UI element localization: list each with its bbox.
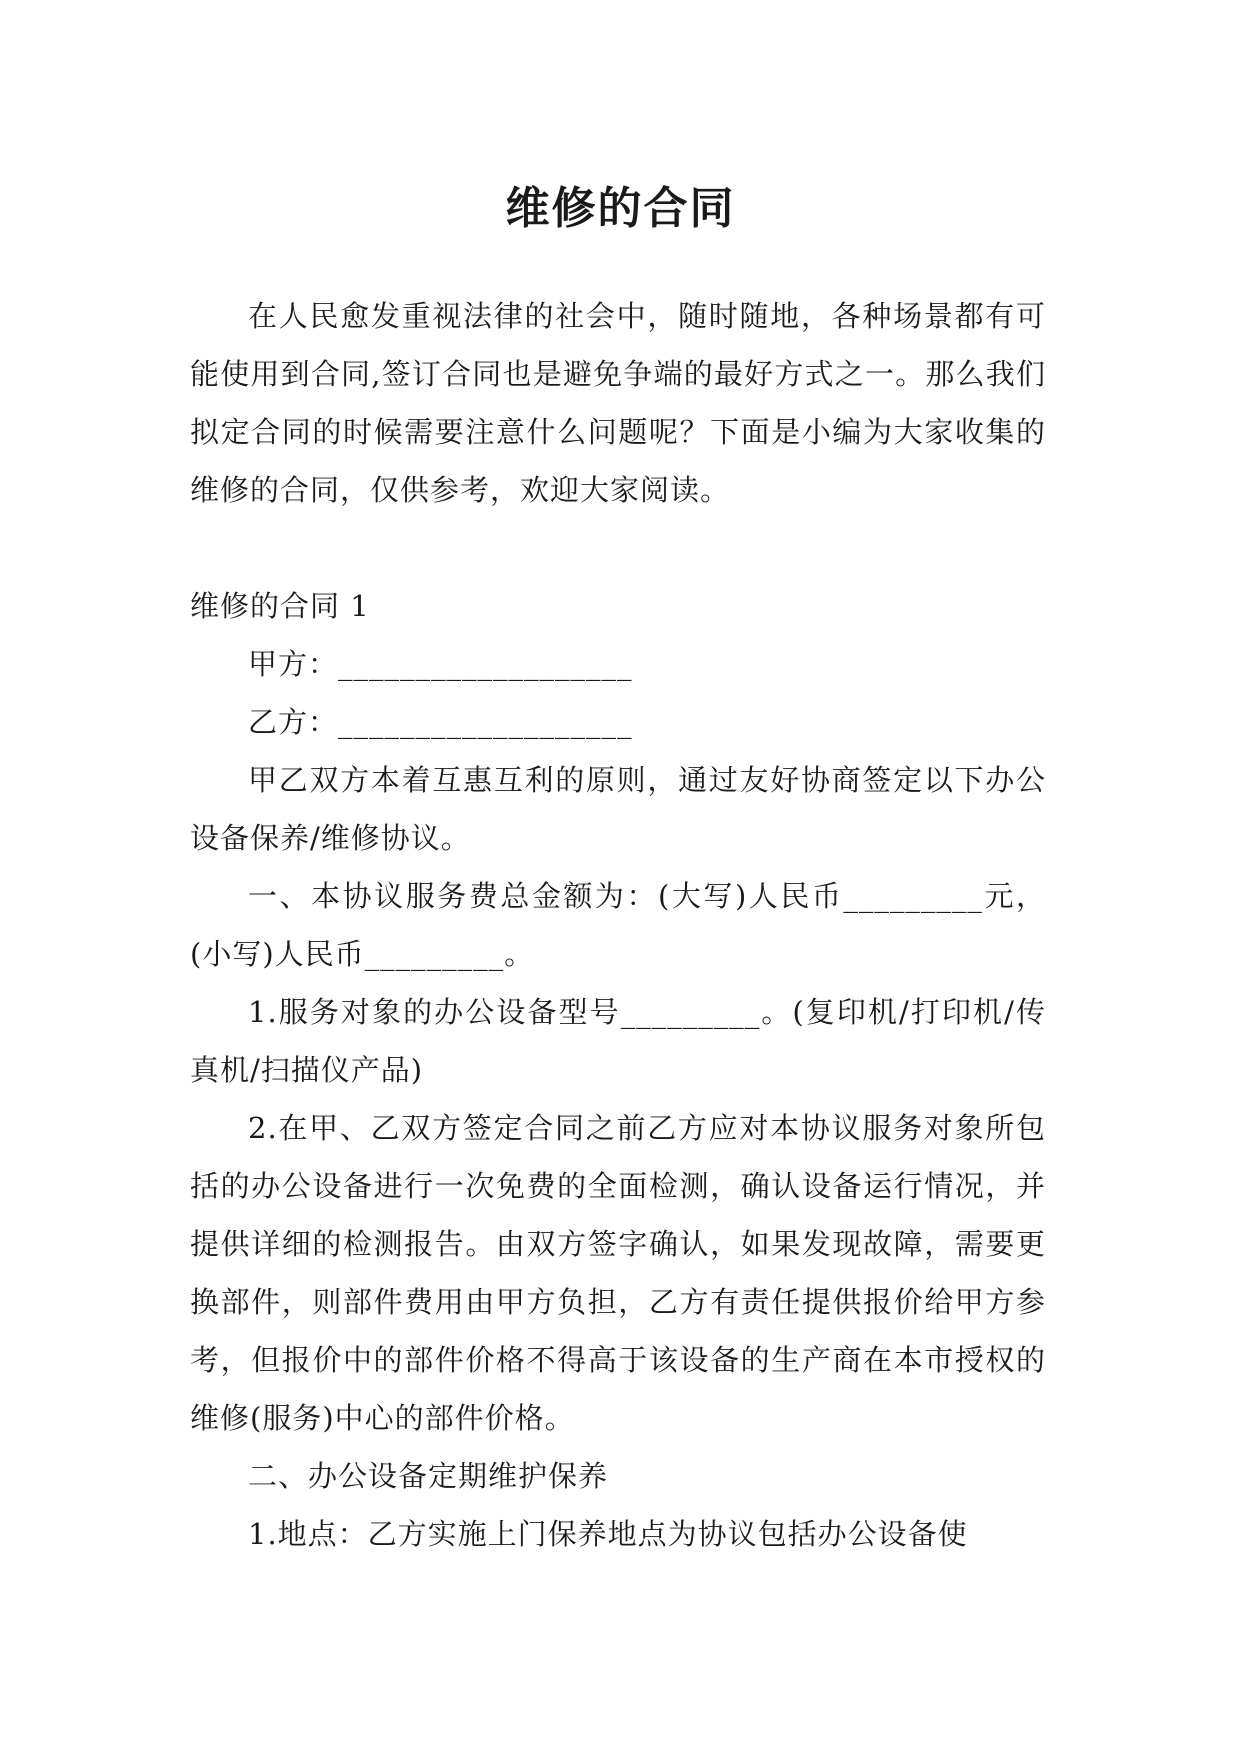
document-title: 维修的合同: [505, 183, 736, 235]
party-b-line: 乙方：___________________: [248, 705, 633, 739]
clause-1-item-2: 2.在甲、乙双方签定合同之前乙方应对本协议服务对象所包括的办公设备进行一次免费的全面检测，确认设备运行情况，并提供详细的检测报告。由双方签字确认，如果发现故障，需要更换部件，则部件费用由甲方负担，乙方有责任提供报价给甲方参考，但报价中的部件价格不得高于该设备的生产商在本市授权的维修(服务)中心的部件价格。: [190, 1111, 1046, 1435]
clause-2-heading: 二、办公设备定期维护保养: [248, 1459, 609, 1493]
party-a-line: 甲方：___________________: [248, 647, 633, 681]
contract-heading: 维修的合同 1: [190, 589, 370, 623]
agreement-preamble: 甲乙双方本着互惠互利的原则，通过友好协商签定以下办公设备保养/维修协议。: [190, 763, 1046, 855]
clause-1-fee: 一、本协议服务费总金额为：(大写)人民币_________元，(小写)人民币_________。: [190, 879, 1046, 971]
document-body: [190, 287, 1046, 1563]
clause-1-item-1: 1.服务对象的办公设备型号_________。(复印机/打印机/传真机/扫描仪产品): [190, 995, 1046, 1087]
clause-2-item-1: 1.地点：乙方实施上门保养地点为协议包括办公设备使: [248, 1517, 968, 1551]
intro-paragraph: 在人民愈发重视法律的社会中，随时随地，各种场景都有可能使用到合同,签订合同也是避免争端的最好方式之一。那么我们拟定合同的时候需要注意什么问题呢？下面是小编为大家收集的维修的合同，仅供参考，欢迎大家阅读。: [190, 299, 1046, 507]
